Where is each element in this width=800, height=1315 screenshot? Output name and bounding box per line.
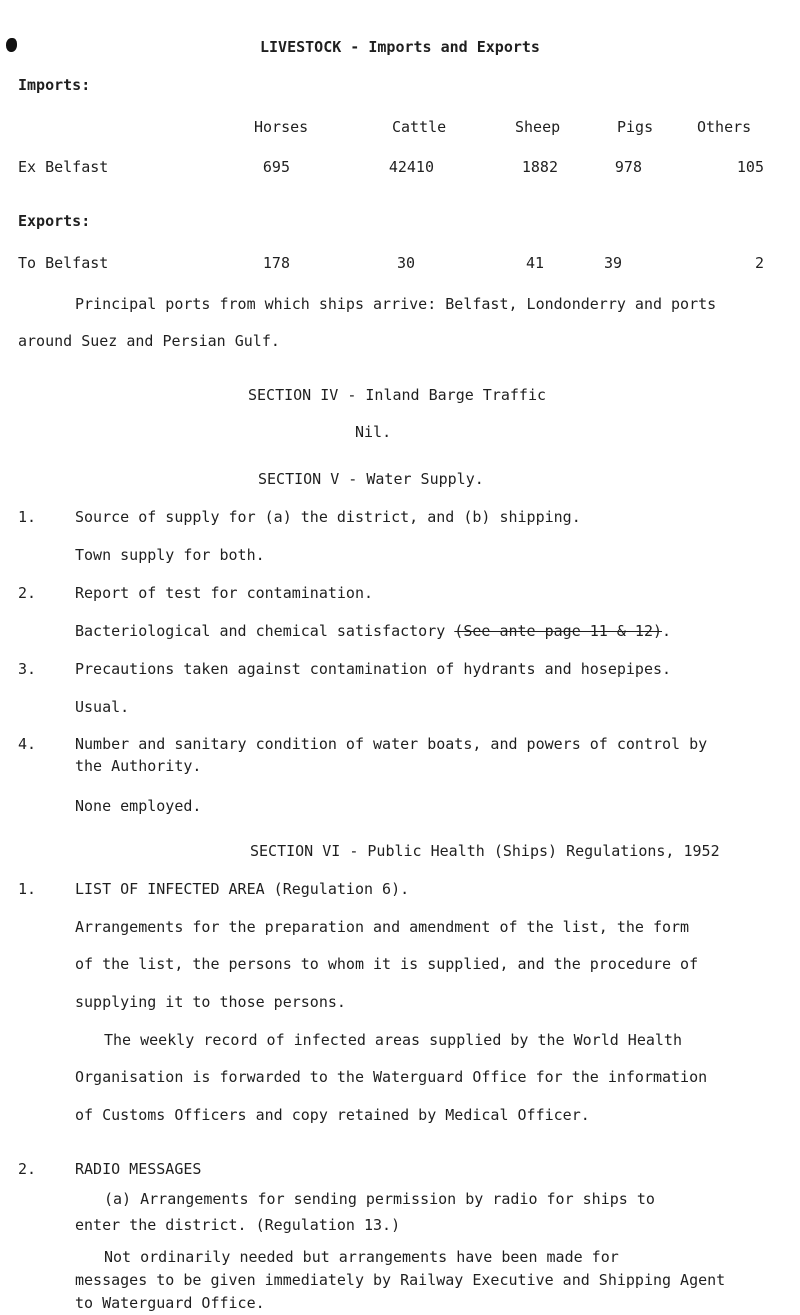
section6-item1-number: 1. — [18, 880, 37, 898]
section5-item3-number: 3. — [18, 660, 37, 678]
section5-item2-answer-main: Bacteriological and chemical satisfactory — [75, 622, 455, 640]
section6-item2-para-line3: to Waterguard Office. — [75, 1294, 265, 1312]
section6-item1-para2-line1: The weekly record of infected areas supplied by the World Health — [104, 1031, 682, 1049]
imports-sheep-value: 1882 — [521, 158, 558, 176]
section5-item3-answer: Usual. — [75, 698, 130, 716]
section5-item2-answer-end: . — [662, 622, 672, 640]
section5-item2-answer — [75, 622, 671, 640]
imports-row-label: Ex Belfast — [18, 158, 109, 176]
section6-item2-para-line1: Not ordinarily needed but arrangements have been made for — [104, 1248, 619, 1266]
column-header-sheep: Sheep — [515, 118, 561, 136]
section6-item2-para-line2: messages to be given immediately by Railway Executive and Shipping Agent — [75, 1271, 726, 1289]
exports-horses-value: 178 — [262, 254, 290, 272]
section6-item1-para1-line2: of the list, the persons to whom it is supplied, and the procedure of — [75, 955, 699, 973]
section4-body: Nil. — [355, 423, 392, 441]
exports-cattle-value: 30 — [396, 254, 415, 272]
imports-pigs-value: 978 — [614, 158, 642, 176]
section6-item2-heading: RADIO MESSAGES — [75, 1160, 202, 1178]
section5-item1-text: Source of supply for (a) the district, and (b) shipping. — [75, 508, 581, 526]
section5-item2-text: Report of test for contamination. — [75, 584, 374, 602]
imports-cattle-value: 42410 — [388, 158, 434, 176]
column-header-cattle: Cattle — [392, 118, 447, 136]
column-header-pigs: Pigs — [617, 118, 654, 136]
exports-label: Exports: — [18, 212, 91, 230]
page-heading: LIVESTOCK - Imports and Exports — [260, 38, 540, 56]
exports-pigs-value: 39 — [603, 254, 622, 272]
principal-ports-line1: Principal ports from which ships arrive: Belfast, Londonderry and ports — [75, 295, 717, 313]
section5-item1-answer: Town supply for both. — [75, 546, 265, 564]
principal-ports-line2: around Suez and Persian Gulf. — [18, 332, 280, 350]
exports-row-label: To Belfast — [18, 254, 109, 272]
section5-title: SECTION V - Water Supply. — [258, 470, 484, 488]
imports-others-value: 105 — [736, 158, 764, 176]
section5-item1-number: 1. — [18, 508, 37, 526]
imports-label: Imports: — [18, 76, 91, 94]
imports-horses-value: 695 — [262, 158, 290, 176]
section4-title: SECTION IV - Inland Barge Traffic — [248, 386, 547, 404]
section6-item2-number: 2. — [18, 1160, 37, 1178]
section5-item4-number: 4. — [18, 735, 37, 753]
section6-item2-sub-line1: (a) Arrangements for sending permission by radio for ships to — [104, 1190, 655, 1208]
section5-item2-number: 2. — [18, 584, 37, 602]
section6-item1-para2-line3: of Customs Officers and copy retained by Medical Officer. — [75, 1106, 590, 1124]
section6-item1-para1-line1: Arrangements for the preparation and amendment of the list, the form — [75, 918, 690, 936]
section6-title: SECTION VI - Public Health (Ships) Regulations, 1952 — [250, 842, 720, 860]
section5-item2-answer-struck: (See ante page 11 & 12) — [454, 622, 663, 640]
section6-item2-sub-line2: enter the district. (Regulation 13.) — [75, 1216, 401, 1234]
section5-item4-text-line1: Number and sanitary condition of water boats, and powers of control by — [75, 735, 708, 753]
section6-item1-para2-line2: Organisation is forwarded to the Waterguard Office for the information — [75, 1068, 708, 1086]
punch-hole-mark — [6, 38, 17, 52]
section6-item1-para1-line3: supplying it to those persons. — [75, 993, 346, 1011]
section5-item4-text-line2: the Authority. — [75, 757, 202, 775]
column-header-horses: Horses — [254, 118, 309, 136]
section6-item1-heading: LIST OF INFECTED AREA (Regulation 6). — [75, 880, 410, 898]
exports-sheep-value: 41 — [525, 254, 544, 272]
column-header-others: Others — [697, 118, 752, 136]
section5-item3-text: Precautions taken against contamination of hydrants and hosepipes. — [75, 660, 672, 678]
exports-others-value: 2 — [754, 254, 764, 272]
section5-item4-answer: None employed. — [75, 797, 202, 815]
